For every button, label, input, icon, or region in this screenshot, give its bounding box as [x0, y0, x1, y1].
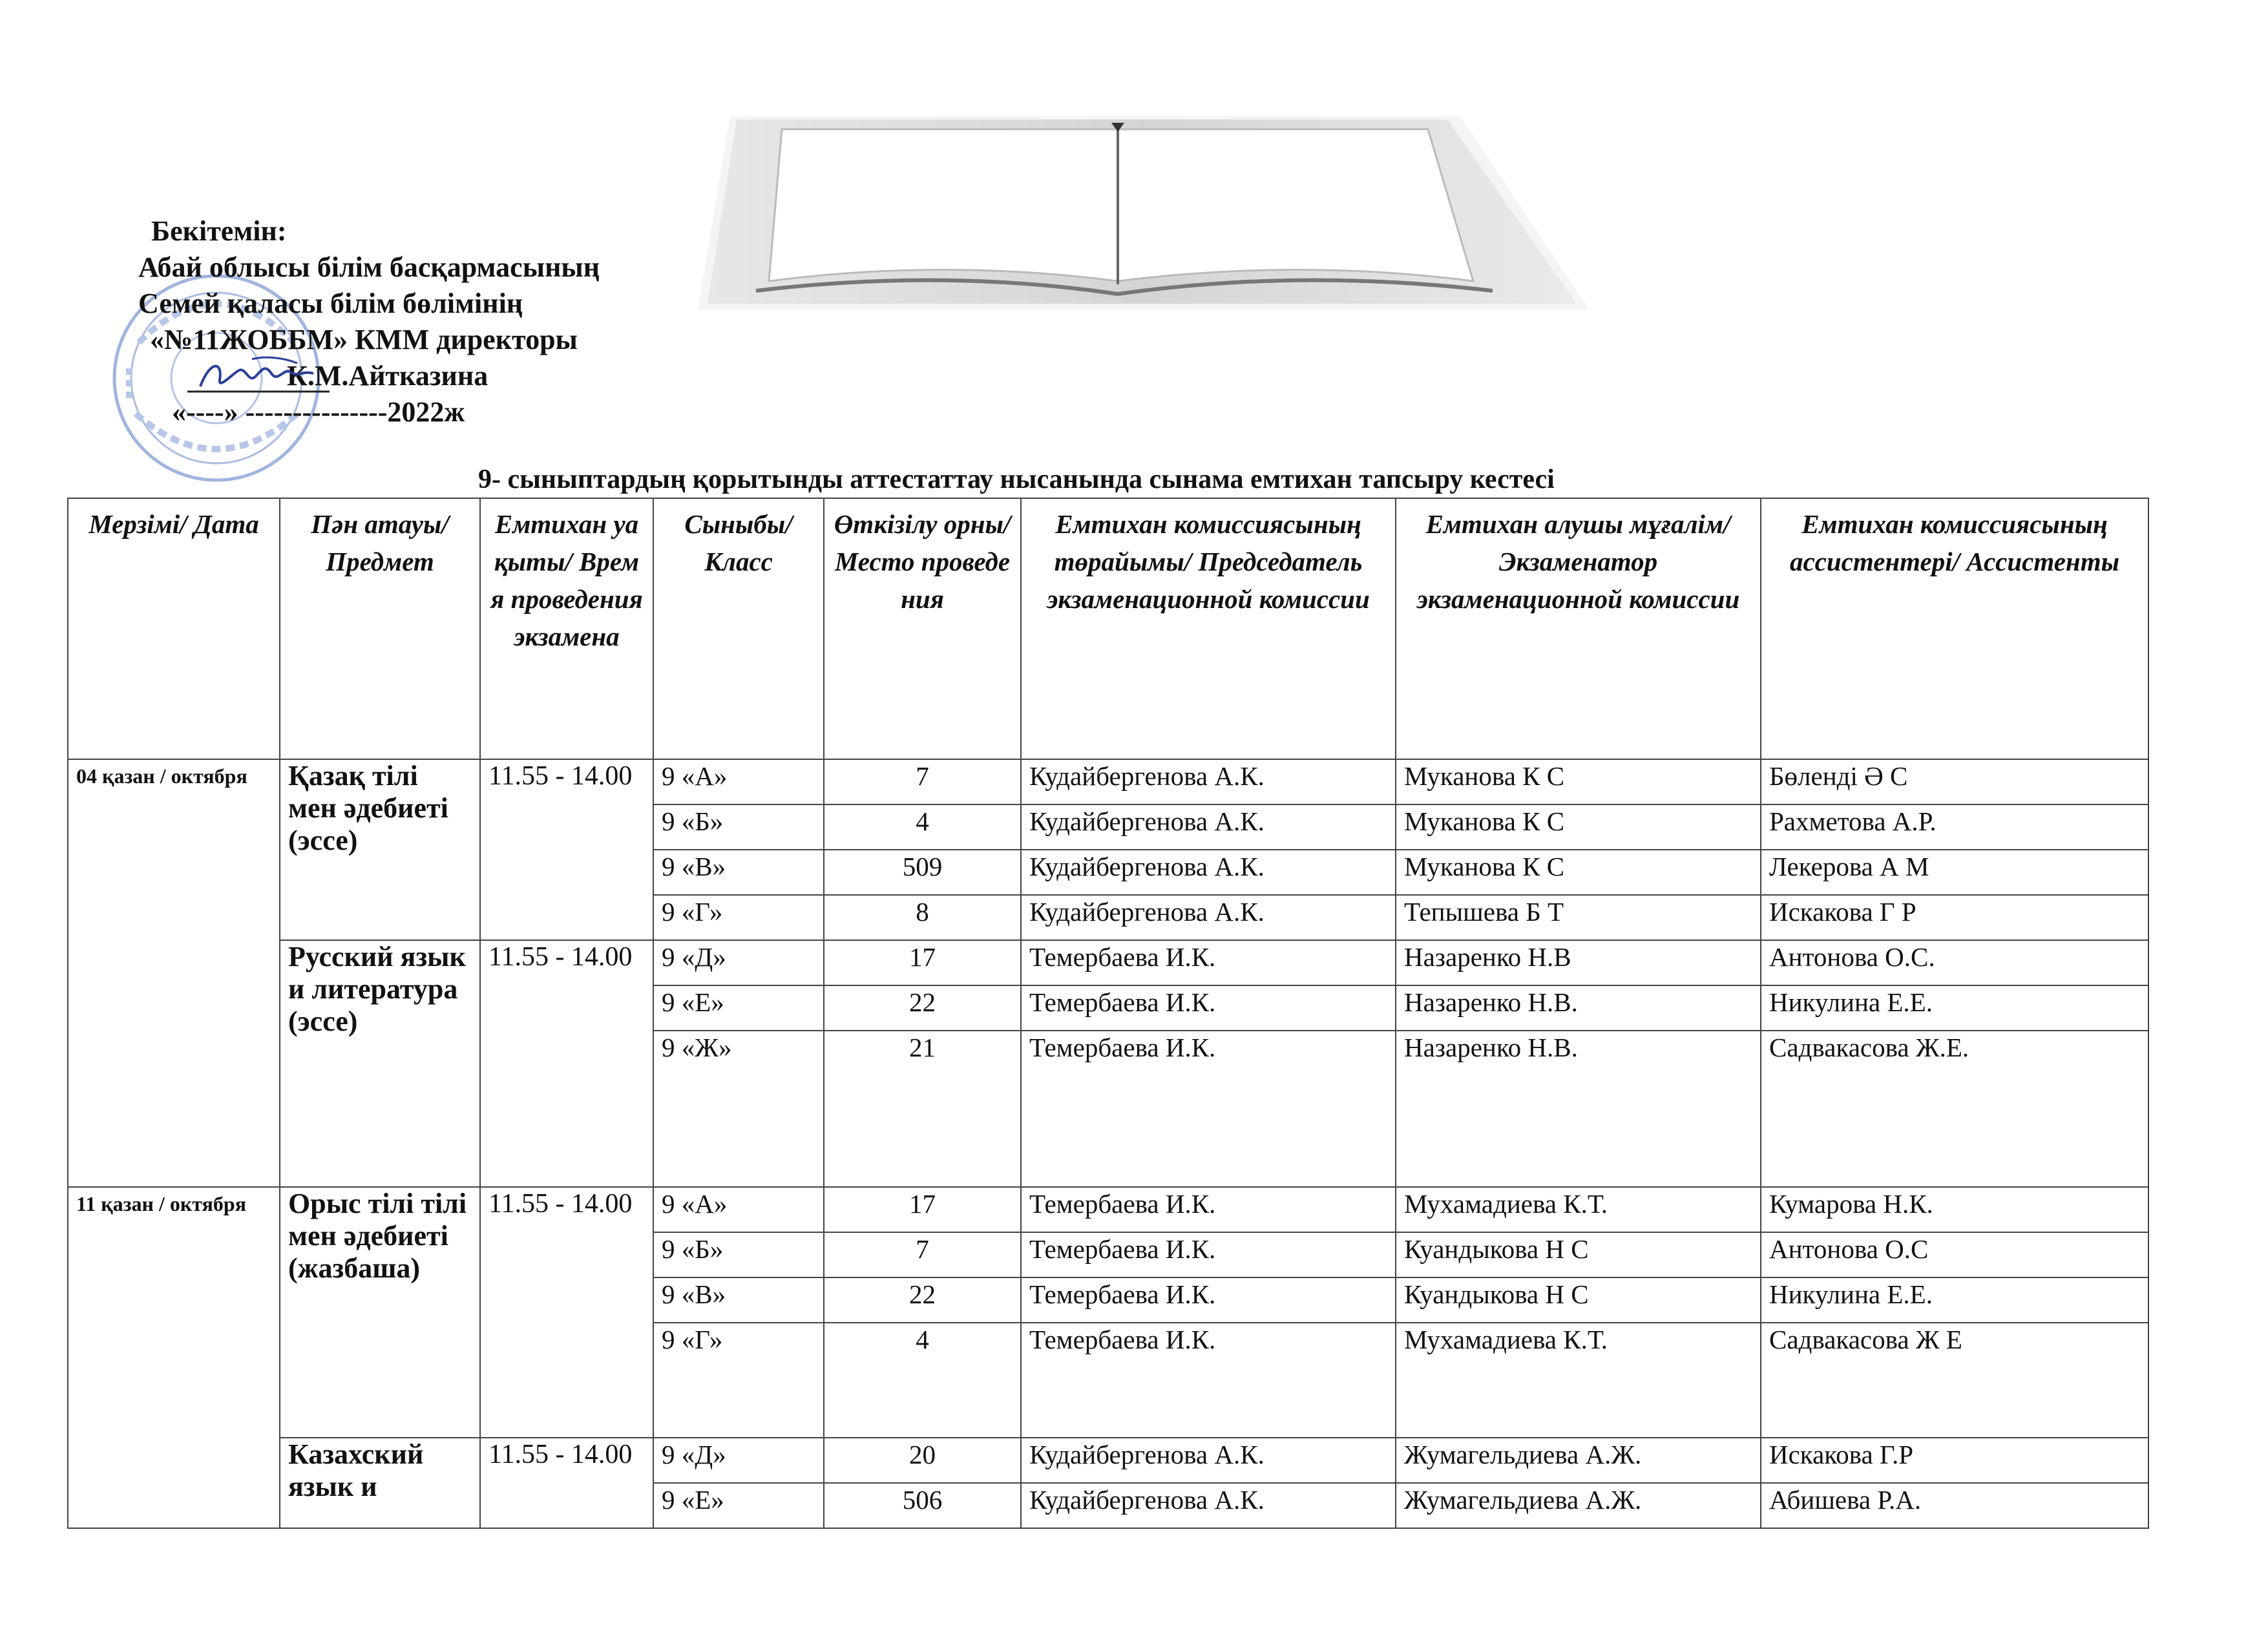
room-cell: 21 [824, 1031, 1021, 1187]
class-cell: 9 «Ж» [653, 1031, 824, 1187]
examiner-cell: Жумагельдиева А.Ж. [1396, 1438, 1761, 1483]
table-header-row [68, 498, 2148, 759]
exam-time: 11.55 - 14.00 [480, 1438, 653, 1528]
assistant-cell: Кумарова Н.К. [1761, 1187, 2148, 1232]
header-time: Емтихан уақыты/ Время проведения экзамена [480, 498, 653, 759]
chair-cell: Темербаева И.К. [1021, 1187, 1396, 1232]
header-date: Мерзімі/ Дата [68, 498, 280, 759]
open-book-image [698, 116, 1615, 330]
exam-time: 11.55 - 14.00 [480, 940, 653, 1187]
subject-name: Орыс тілі тілі мен әдебиеті (жазбаша) [280, 1187, 480, 1438]
class-cell: 9 «Б» [653, 1232, 824, 1277]
examiner-cell: Куандыкова Н С [1396, 1277, 1761, 1323]
room-cell: 506 [824, 1483, 1021, 1528]
chair-cell: Кудайбергенова А.К. [1021, 850, 1396, 895]
exam-time: 11.55 - 14.00 [480, 1187, 653, 1438]
room-cell: 7 [824, 759, 1021, 804]
class-cell: 9 «Г» [653, 895, 824, 940]
class-cell: 9 «Г» [653, 1323, 824, 1438]
assistant-cell: Искакова Г Р [1761, 895, 2148, 940]
assistant-cell: Садвакасова Ж Е [1761, 1323, 2148, 1438]
approval-line: Абай облысы білім басқармасының [138, 251, 600, 283]
assistant-cell: Абишева Р.А. [1761, 1483, 2148, 1528]
chair-cell: Темербаева И.К. [1021, 1277, 1396, 1323]
examiner-cell: Назаренко Н.В. [1396, 1031, 1761, 1187]
assistant-cell: Садвакасова Ж.Е. [1761, 1031, 2148, 1187]
director-name: К.М.Айтказина [287, 360, 488, 392]
class-cell: 9 «Е» [653, 1483, 824, 1528]
chair-cell: Кудайбергенова А.К. [1021, 895, 1396, 940]
examiner-cell: Жумагельдиева А.Ж. [1396, 1483, 1761, 1528]
assistant-cell: Никулина Е.Е. [1761, 985, 2148, 1031]
examiner-cell: Муканова К С [1396, 804, 1761, 850]
chair-cell: Темербаева И.К. [1021, 940, 1396, 985]
table-row [68, 759, 2148, 804]
subject-name: Казахский язык и [280, 1438, 480, 1528]
subject-name: Қазақ тілі мен әдебиеті (эссе) [280, 759, 480, 940]
assistant-cell: Искакова Г.Р [1761, 1438, 2148, 1483]
room-cell: 17 [824, 1187, 1021, 1232]
room-cell: 7 [824, 1232, 1021, 1277]
class-cell: 9 «А» [653, 759, 824, 804]
assistant-cell: Антонова О.С. [1761, 940, 2148, 985]
room-cell: 22 [824, 985, 1021, 1031]
room-cell: 22 [824, 1277, 1021, 1323]
assistant-cell: Рахметова А.Р. [1761, 804, 2148, 850]
chair-cell: Темербаева И.К. [1021, 1031, 1396, 1187]
exam-schedule-table [67, 498, 2149, 1529]
class-cell: 9 «В» [653, 1277, 824, 1323]
room-cell: 4 [824, 804, 1021, 850]
table-row [68, 940, 2148, 985]
class-cell: 9 «А» [653, 1187, 824, 1232]
room-cell: 8 [824, 895, 1021, 940]
exam-date: 11 қазан / октября [68, 1187, 280, 1528]
examiner-cell: Назаренко Н.В. [1396, 985, 1761, 1031]
header-class: Сыныбы/ Класс [653, 498, 824, 759]
examiner-cell: Муканова К С [1396, 850, 1761, 895]
room-cell: 20 [824, 1438, 1021, 1483]
approval-date: «----» ---------------2022ж [172, 396, 465, 428]
examiner-cell: Мухамадиева К.Т. [1396, 1187, 1761, 1232]
class-cell: 9 «В» [653, 850, 824, 895]
chair-cell: Темербаева И.К. [1021, 1232, 1396, 1277]
assistant-cell: Лекерова А М [1761, 850, 2148, 895]
chair-cell: Кудайбергенова А.К. [1021, 804, 1396, 850]
chair-cell: Кудайбергенова А.К. [1021, 1438, 1396, 1483]
chair-cell: Темербаева И.К. [1021, 985, 1396, 1031]
assistant-cell: Бөленді Ә С [1761, 759, 2148, 804]
chair-cell: Кудайбергенова А.К. [1021, 1483, 1396, 1528]
room-cell: 509 [824, 850, 1021, 895]
assistant-cell: Никулина Е.Е. [1761, 1277, 2148, 1323]
approval-line: «№11ЖОББМ» КММ директоры [150, 324, 578, 355]
room-cell: 17 [824, 940, 1021, 985]
examiner-cell: Муканова К С [1396, 759, 1761, 804]
class-cell: 9 «Д» [653, 940, 824, 985]
class-cell: 9 «Б» [653, 804, 824, 850]
chair-cell: Темербаева И.К. [1021, 1323, 1396, 1438]
chair-cell: Кудайбергенова А.К. [1021, 759, 1396, 804]
examiner-cell: Куандыкова Н С [1396, 1232, 1761, 1277]
header-assistants: Емтихан комиссиясының ассистентері/ Ассистенты [1761, 498, 2148, 759]
header-chair: Емтихан комиссиясының төрайымы/ Председатель экзаменационной комиссии [1021, 498, 1396, 759]
approval-line: Семей қаласы білім бөлімінің [138, 288, 523, 319]
header-subject: Пән атауы/ Предмет [280, 498, 480, 759]
room-cell: 4 [824, 1323, 1021, 1438]
examiner-cell: Назаренко Н.В [1396, 940, 1761, 985]
exam-date: 04 қазан / октября [68, 759, 280, 1187]
class-cell: 9 «Д» [653, 1438, 824, 1483]
header-place: Өткізілу орны/ Место проведения [824, 498, 1021, 759]
signature-image [187, 354, 336, 399]
schedule-title: 9- сыныптардың қорытынды аттестаттау нысанында сынама емтихан тапсыру кестесі [478, 465, 1555, 494]
exam-time: 11.55 - 14.00 [480, 759, 653, 940]
assistant-cell: Антонова О.С [1761, 1232, 2148, 1277]
table-row [68, 1438, 2148, 1483]
table-row [68, 1187, 2148, 1232]
header-examiner: Емтихан алушы мұғалім/ Экзаменатор экзаменационной комиссии [1396, 498, 1761, 759]
approval-line: Бекітемін: [151, 215, 287, 247]
subject-name: Русский язык и литература (эссе) [280, 940, 480, 1187]
examiner-cell: Тепышева Б Т [1396, 895, 1761, 940]
examiner-cell: Мухамадиева К.Т. [1396, 1323, 1761, 1438]
class-cell: 9 «Е» [653, 985, 824, 1031]
